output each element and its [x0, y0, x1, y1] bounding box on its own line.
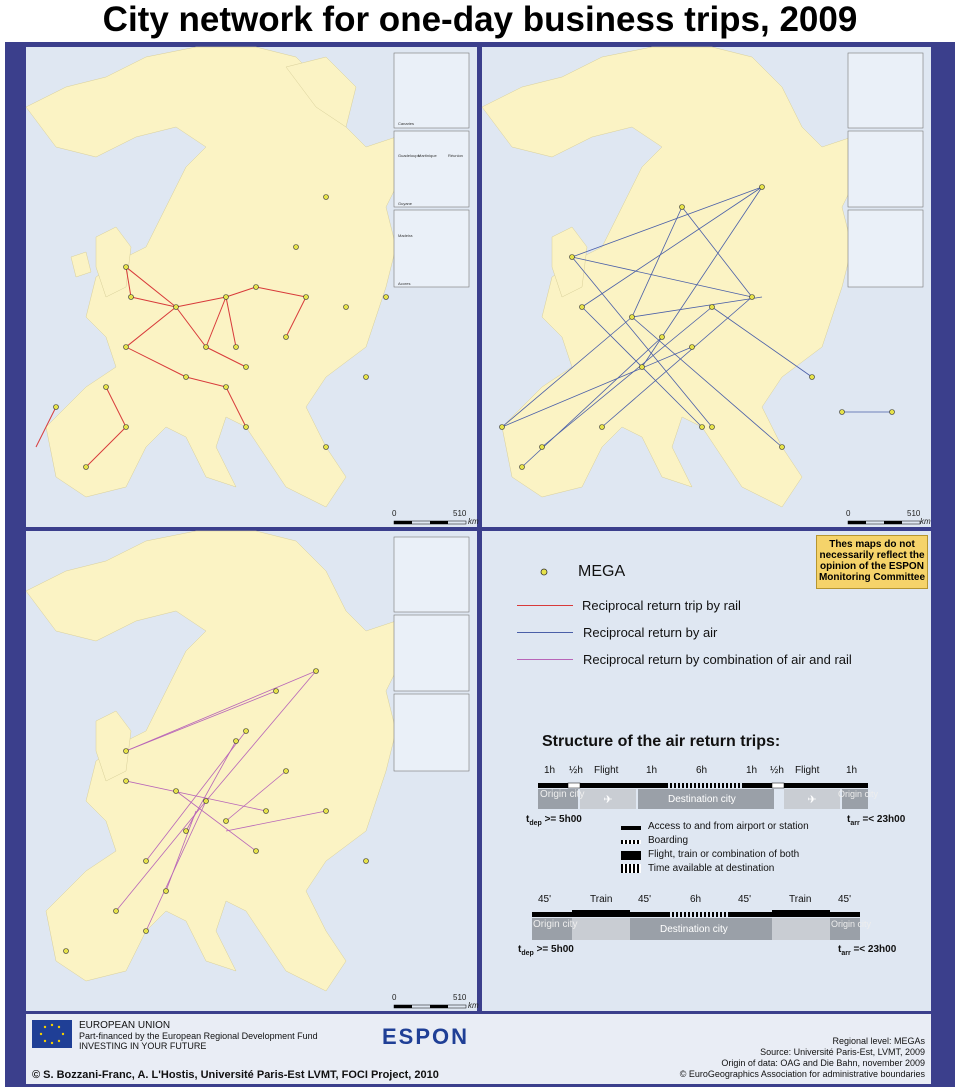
air-line-key [517, 632, 573, 633]
legend-air: Reciprocal return by air [583, 625, 718, 640]
espon-logo: ESPON [382, 1024, 470, 1049]
rail-seg-label: 45' [838, 894, 852, 905]
air-seg-label: ½h [770, 765, 784, 776]
legend-mega: MEGA [578, 563, 626, 580]
key-time-symbol [621, 864, 641, 873]
tdep-label: $t_{dep} >= 5h00$ [526, 814, 582, 827]
footer [26, 1014, 931, 1084]
rail-seg-label: 45' [638, 894, 652, 905]
air-seg-label: 1h [646, 765, 658, 776]
inset-label-guadeloupe: Guadeloupe [398, 153, 420, 158]
scale-unit: km [920, 517, 931, 526]
insets [848, 53, 923, 287]
eu-flag-icon [32, 1020, 72, 1048]
eurogeographics: © EuroGeographics Association for administrative boundaries [679, 1069, 925, 1079]
air-map-panel [482, 47, 931, 527]
inset-label-martinique: Martinique [418, 153, 437, 158]
eu-line2: Part-financed by the European Regional Development Fund [79, 1031, 318, 1041]
air-seg-label: 1h [544, 765, 556, 776]
scale-zero: 0 [392, 509, 397, 518]
legend-panel [482, 531, 931, 1011]
scale-max: 510 [453, 993, 467, 1002]
key-access-symbol [621, 826, 641, 830]
rail-map-panel [26, 47, 477, 527]
key-time: Time available at destination [648, 863, 775, 874]
key-boarding: Boarding [648, 835, 689, 846]
air-seg-label: ½h [569, 765, 583, 776]
air-seg-label: Flight [594, 765, 619, 776]
rail-map [26, 47, 477, 527]
source: Source: Université Paris-Est, LVMT, 2009 [760, 1047, 925, 1057]
mega-symbol [538, 566, 550, 578]
rail-seg-label: 6h [690, 894, 702, 905]
key-boarding-symbol [621, 840, 641, 844]
inset-label-canaries: Canaries [398, 121, 415, 126]
scale-unit: km [468, 517, 479, 526]
origin-city-label: Origin city [838, 789, 879, 799]
destination-city-label: Destination city [668, 794, 736, 805]
inset-label-madeira: Madeira [398, 233, 413, 238]
regional-level: Regional level: MEGAs [832, 1036, 925, 1046]
rail-seg-label: Train [789, 894, 812, 905]
copyright: © S. Bozzani-Franc, A. L'Hostis, Université Paris-Est LVMT, FOCI Project, 2010 [32, 1069, 439, 1081]
origin-city-label: Origin city [540, 789, 585, 800]
eu-line1: EUROPEAN UNION [79, 1020, 171, 1031]
origin-city-label: Origin city [831, 919, 872, 929]
key-flight-symbol [621, 851, 641, 860]
destination-city-label: Destination city [660, 924, 728, 935]
structure-title: Structure of the air return trips: [542, 733, 781, 750]
legend-rail: Reciprocal return trip by rail [582, 598, 741, 613]
air-seg-label: 1h [846, 765, 858, 776]
combo-line-key [517, 659, 573, 660]
insets [394, 53, 469, 287]
scale-max: 510 [907, 509, 921, 518]
key-flight: Flight, train or combination of both [648, 849, 800, 860]
combo-map-panel [26, 531, 477, 1011]
scale-max: 510 [453, 509, 467, 518]
air-map [482, 47, 931, 527]
legend-combo: Reciprocal return by combination of air and rail [583, 652, 852, 667]
air-seg-label: 6h [696, 765, 708, 776]
origin-city-label: Origin city [533, 919, 578, 930]
airplane-icon: ✈ [603, 794, 613, 806]
inset-label-guyane: Guyane [398, 201, 413, 206]
rail-seg-label: Train [590, 894, 613, 905]
scale-zero: 0 [846, 509, 851, 518]
rail-seg-label: 45' [738, 894, 752, 905]
page-title: City network for one-day business trips, 2009 [102, 0, 858, 39]
insets [394, 537, 469, 771]
disclaimer-notice: Thes maps do not necessarily reflect the opinion of the ESPON Monitoring Committee [816, 535, 928, 589]
tarr-label: $t_{arr} =< 23h00$ [838, 944, 897, 957]
inset-label-reunion: Réunion [448, 153, 463, 158]
tarr-label: $t_{arr} =< 23h00$ [847, 814, 906, 827]
scale-zero: 0 [392, 993, 397, 1002]
origin-of-data: Origin of data: OAG and Die Bahn, november 2009 [721, 1058, 925, 1068]
inset-label-acores: Acores [398, 281, 411, 286]
scale-unit: km [468, 1001, 479, 1010]
airplane-icon: ✈ [807, 794, 817, 806]
eu-line3: INVESTING IN YOUR FUTURE [79, 1041, 207, 1051]
rail-seg-label: 45' [538, 894, 552, 905]
air-seg-label: Flight [795, 765, 820, 776]
rail-line-key [517, 605, 573, 606]
key-access: Access to and from airport or station [648, 821, 809, 832]
tdep-label: $t_{dep} >= 5h00$ [518, 944, 574, 957]
air-seg-label: 1h [746, 765, 758, 776]
combo-map [26, 531, 477, 1011]
